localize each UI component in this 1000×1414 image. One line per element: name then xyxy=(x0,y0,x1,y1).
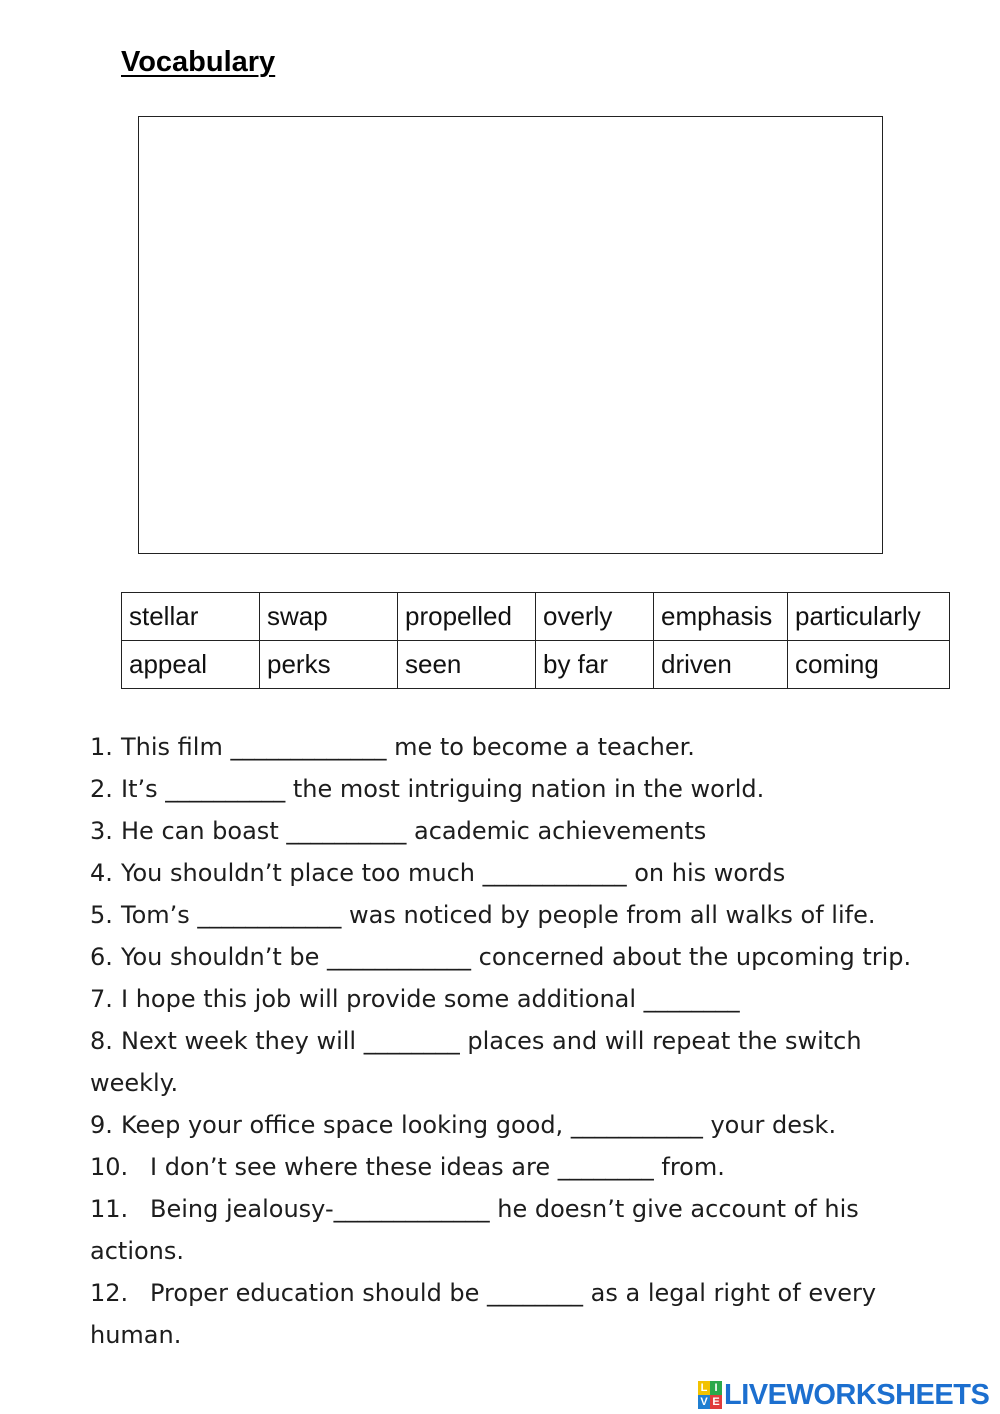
question-text: It’s __________ the most intriguing nation in the world. xyxy=(121,775,765,803)
question-number: 3. xyxy=(90,817,113,845)
question-number: 2. xyxy=(90,775,113,803)
worksheet-title: Vocabulary xyxy=(121,46,276,78)
question-item xyxy=(90,1146,940,1188)
question-text: I don’t see where these ideas are ________ from. xyxy=(150,1153,725,1181)
logo-mark-letter: L xyxy=(698,1381,710,1395)
word-bank-cell: emphasis xyxy=(654,593,788,641)
word-bank-cell: overly xyxy=(536,593,654,641)
word-bank-cell: appeal xyxy=(122,641,260,689)
word-bank-cell: by far xyxy=(536,641,654,689)
question-number: 7. xyxy=(90,985,113,1013)
question-text: Being jealousy-_____________ he doesn’t give account of his xyxy=(150,1195,859,1223)
word-bank-row xyxy=(122,593,950,641)
question-number: 12. xyxy=(90,1279,129,1307)
word-bank-cell: seen xyxy=(398,641,536,689)
word-bank-cell: perks xyxy=(260,641,398,689)
question-item xyxy=(90,1104,940,1146)
word-bank-cell: driven xyxy=(654,641,788,689)
word-bank-cell: coming xyxy=(788,641,950,689)
question-item xyxy=(90,936,940,978)
question-text: Tom’s ____________ was noticed by people from all walks of life. xyxy=(121,901,876,929)
question-text: This film _____________ me to become a teacher. xyxy=(121,733,695,761)
question-number: 5. xyxy=(90,901,113,929)
question-text: You shouldn’t place too much ____________ on his words xyxy=(121,859,786,887)
word-bank-table xyxy=(121,592,950,689)
question-item xyxy=(90,768,940,810)
question-text: You shouldn’t be ____________ concerned about the upcoming trip. xyxy=(121,943,912,971)
question-number: 10. xyxy=(90,1153,129,1181)
question-number: 6. xyxy=(90,943,113,971)
logo-mark-letter: V xyxy=(698,1395,710,1409)
logo-mark-icon xyxy=(698,1381,722,1409)
word-bank-cell: swap xyxy=(260,593,398,641)
question-text: He can boast __________ academic achievements xyxy=(121,817,707,845)
liveworksheets-logo xyxy=(698,1379,989,1411)
question-text: Proper education should be ________ as a legal right of every xyxy=(150,1279,877,1307)
question-number: 9. xyxy=(90,1111,113,1139)
word-bank-cell: propelled xyxy=(398,593,536,641)
question-continuation: actions. xyxy=(90,1237,185,1265)
question-item xyxy=(90,1188,940,1230)
question-number: 4. xyxy=(90,859,113,887)
question-text: I hope this job will provide some additional ________ xyxy=(121,985,740,1013)
question-list xyxy=(90,726,940,1356)
question-item xyxy=(90,978,940,1020)
question-number: 8. xyxy=(90,1027,113,1055)
question-item xyxy=(90,810,940,852)
question-text: Keep your office space looking good, ___________ your desk. xyxy=(121,1111,837,1139)
question-number: 11. xyxy=(90,1195,129,1223)
question-item xyxy=(90,894,940,936)
logo-text: LIVEWORKSHEETS xyxy=(724,1378,990,1411)
word-bank-row xyxy=(122,641,950,689)
question-item xyxy=(90,1272,940,1314)
question-text: Next week they will ________ places and will repeat the switch xyxy=(121,1027,862,1055)
question-item xyxy=(90,726,940,768)
logo-mark-letter: E xyxy=(710,1395,722,1409)
question-item xyxy=(90,852,940,894)
question-continuation: weekly. xyxy=(90,1069,179,1097)
word-bank-cell: stellar xyxy=(122,593,260,641)
image-placeholder-frame xyxy=(138,116,883,554)
word-bank-cell: particularly xyxy=(788,593,950,641)
question-item xyxy=(90,1020,940,1062)
logo-mark-letter: I xyxy=(710,1381,722,1395)
question-continuation: human. xyxy=(90,1321,182,1349)
question-number: 1. xyxy=(90,733,113,761)
